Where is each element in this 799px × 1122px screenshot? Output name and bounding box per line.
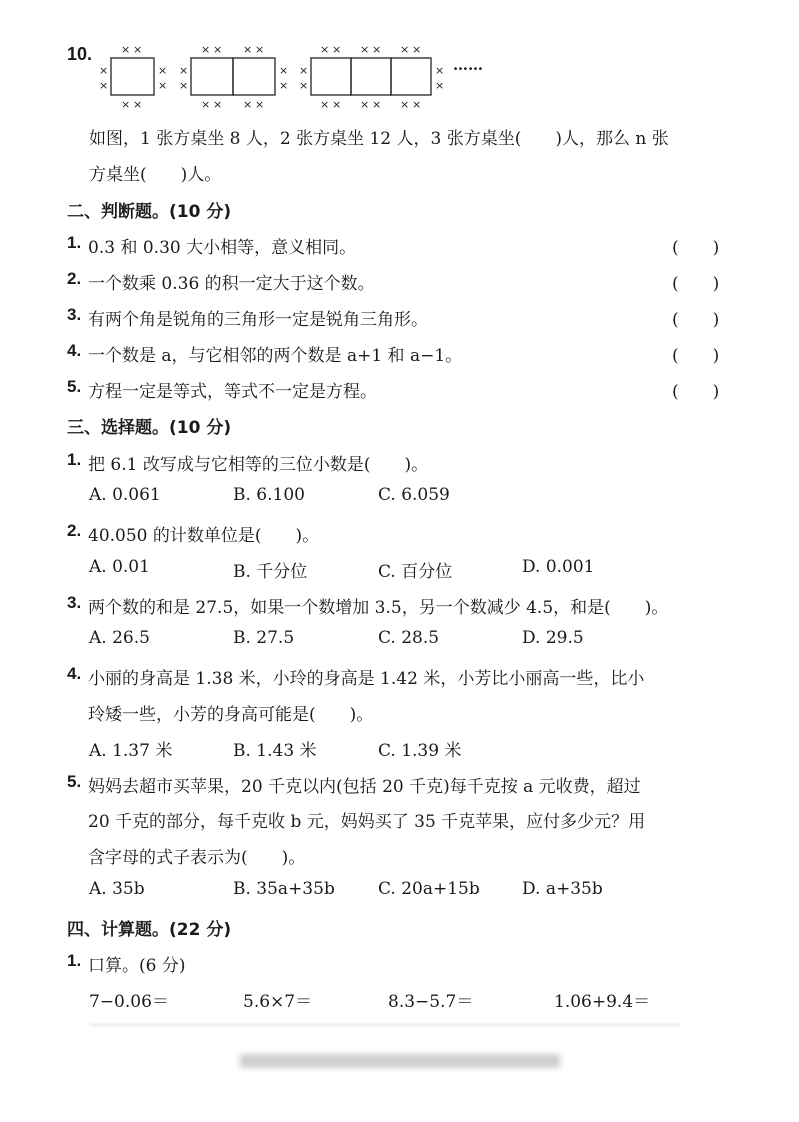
svg-text:×: ×	[255, 98, 265, 111]
svg-text:×: ×	[299, 79, 309, 92]
svg-text:×: ×	[360, 98, 370, 111]
svg-text:×: ×	[243, 98, 253, 111]
mc-q2-option-a[interactable]: A. 0.01	[89, 557, 150, 577]
svg-text:×: ×	[121, 43, 131, 56]
svg-text:×: ×	[243, 43, 253, 56]
section-4-title: 四、计算题。(22 分)	[67, 920, 232, 940]
mc-q5-text-line1: 妈妈去超市买苹果，20 千克以内(包括 20 千克)每千克按 a 元收费，超过	[88, 777, 641, 797]
tf-item-5-number: 5.	[67, 377, 82, 396]
svg-text:×: ×	[99, 64, 109, 77]
svg-text:×: ×	[332, 43, 342, 56]
tf-item-2-number: 2.	[67, 269, 82, 288]
svg-text:×: ×	[201, 98, 211, 111]
svg-text:×: ×	[299, 64, 309, 77]
svg-text:×: ×	[158, 64, 168, 77]
mc-q3-option-d[interactable]: D. 29.5	[522, 628, 584, 648]
mc-q4-option-a[interactable]: A. 1.37 米	[89, 741, 173, 761]
table-1	[111, 58, 154, 95]
svg-text:×: ×	[320, 98, 330, 111]
svg-text:×: ×	[279, 79, 289, 92]
svg-text:×: ×	[133, 98, 143, 111]
svg-text:×: ×	[121, 98, 131, 111]
mc-q3-option-a[interactable]: A. 26.5	[89, 628, 150, 648]
svg-text:×: ×	[279, 64, 289, 77]
svg-text:×: ×	[213, 98, 223, 111]
mc-q5-text-line2: 20 千克的部分，每千克收 b 元，妈妈买了 35 千克苹果，应付多少元？用	[88, 812, 646, 832]
mc-q2-number: 2.	[67, 521, 82, 540]
mc-q1-option-a[interactable]: A. 0.061	[89, 485, 161, 505]
mc-q5-number: 5.	[67, 772, 82, 791]
svg-text:×: ×	[99, 79, 109, 92]
svg-text:×: ×	[400, 98, 410, 111]
svg-text:×: ×	[412, 98, 422, 111]
mc-q3-text: 两个数的和是 27.5，如果一个数增加 3.5，另一个数减少 4.5，和是( )。	[88, 598, 669, 618]
mc-q1-text: 把 6.1 改写成与它相等的三位小数是( )。	[88, 455, 429, 475]
table-3b	[351, 58, 391, 95]
oral-calc-item-1: 7−0.06＝	[89, 992, 169, 1012]
oral-calc-item-4: 1.06+9.4＝	[554, 992, 651, 1012]
calc-q1-title: 口算。(6 分)	[88, 956, 186, 976]
table-2a	[191, 58, 233, 95]
mc-q5-option-c[interactable]: C. 20a+15b	[378, 879, 480, 899]
mc-q4-option-c[interactable]: C. 1.39 米	[378, 741, 462, 761]
svg-text:×: ×	[158, 79, 168, 92]
svg-text:×: ×	[255, 43, 265, 56]
q10-number: 10.	[67, 44, 93, 64]
table-2b	[233, 58, 275, 95]
mc-q1-option-c[interactable]: C. 6.059	[378, 485, 450, 505]
mc-q1-number: 1.	[67, 450, 82, 469]
table-3c	[391, 58, 431, 95]
tf-item-3-answer-blank[interactable]: ( )	[672, 310, 720, 330]
mc-q4-text-line1: 小丽的身高是 1.38 米，小玲的身高是 1.42 米，小芳比小丽高一些，比小	[88, 669, 645, 689]
tf-item-1-number: 1.	[67, 233, 82, 252]
svg-text:×: ×	[179, 79, 189, 92]
svg-text:×: ×	[372, 43, 382, 56]
mc-q5-option-d[interactable]: D. a+35b	[522, 879, 603, 899]
blurred-watermark	[240, 1054, 560, 1068]
cut-off-line	[90, 1024, 680, 1026]
mc-q4-text-line2: 玲矮一些，小芳的身高可能是( )。	[88, 705, 374, 725]
mc-q5-option-a[interactable]: A. 35b	[89, 879, 145, 899]
diagram-ellipsis: ……	[453, 56, 483, 74]
mc-q4-option-b[interactable]: B. 1.43 米	[233, 741, 317, 761]
tables-seating-diagram	[95, 36, 490, 111]
table-3a	[311, 58, 351, 95]
svg-text:×: ×	[412, 43, 422, 56]
mc-q1-option-b[interactable]: B. 6.100	[233, 485, 305, 505]
svg-text:×: ×	[133, 43, 143, 56]
tf-item-5-answer-blank[interactable]: ( )	[672, 382, 720, 402]
tf-item-4-text: 一个数是 a，与它相邻的两个数是 a+1 和 a−1。	[88, 346, 463, 366]
section-2-title: 二、判断题。(10 分)	[67, 202, 232, 222]
svg-text:×: ×	[179, 64, 189, 77]
mc-q2-text: 40.050 的计数单位是( )。	[88, 526, 320, 546]
mc-q5-text-line3: 含字母的式子表示为( )。	[88, 848, 306, 868]
tf-item-1-answer-blank[interactable]: ( )	[672, 238, 720, 258]
tf-item-3-number: 3.	[67, 305, 82, 324]
q10-text-line2: 方桌坐( )人。	[89, 165, 222, 185]
svg-text:×: ×	[372, 98, 382, 111]
svg-text:×: ×	[435, 79, 445, 92]
tf-item-2-text: 一个数乘 0.36 的积一定大于这个数。	[88, 274, 375, 294]
q10-text-line1: 如图，1 张方桌坐 8 人，2 张方桌坐 12 人，3 张方桌坐( )人，那么 n 张	[89, 129, 669, 149]
oral-calc-item-2: 5.6×7＝	[243, 992, 313, 1012]
section-3-title: 三、选择题。(10 分)	[67, 418, 232, 438]
svg-text:×: ×	[320, 43, 330, 56]
tf-item-1-text: 0.3 和 0.30 大小相等，意义相同。	[88, 238, 357, 258]
svg-text:×: ×	[435, 64, 445, 77]
svg-text:×: ×	[332, 98, 342, 111]
svg-text:×: ×	[213, 43, 223, 56]
mc-q2-option-d[interactable]: D. 0.001	[522, 557, 595, 577]
mc-q4-number: 4.	[67, 664, 82, 683]
svg-text:×: ×	[400, 43, 410, 56]
mc-q3-option-b[interactable]: B. 27.5	[233, 628, 295, 648]
tf-item-3-text: 有两个角是锐角的三角形一定是锐角三角形。	[88, 310, 428, 330]
tf-item-4-number: 4.	[67, 341, 82, 360]
calc-q1-number: 1.	[67, 951, 82, 970]
mc-q3-option-c[interactable]: C. 28.5	[378, 628, 440, 648]
tf-item-2-answer-blank[interactable]: ( )	[672, 274, 720, 294]
mc-q5-option-b[interactable]: B. 35a+35b	[233, 879, 335, 899]
svg-text:×: ×	[201, 43, 211, 56]
oral-calc-item-3: 8.3−5.7＝	[388, 992, 474, 1012]
mc-q2-option-c[interactable]: C. 百分位	[378, 562, 453, 582]
tf-item-5-text: 方程一定是等式，等式不一定是方程。	[88, 382, 377, 402]
svg-text:×: ×	[360, 43, 370, 56]
tf-item-4-answer-blank[interactable]: ( )	[672, 346, 720, 366]
mc-q2-option-b[interactable]: B. 千分位	[233, 562, 308, 582]
mc-q3-number: 3.	[67, 593, 82, 612]
